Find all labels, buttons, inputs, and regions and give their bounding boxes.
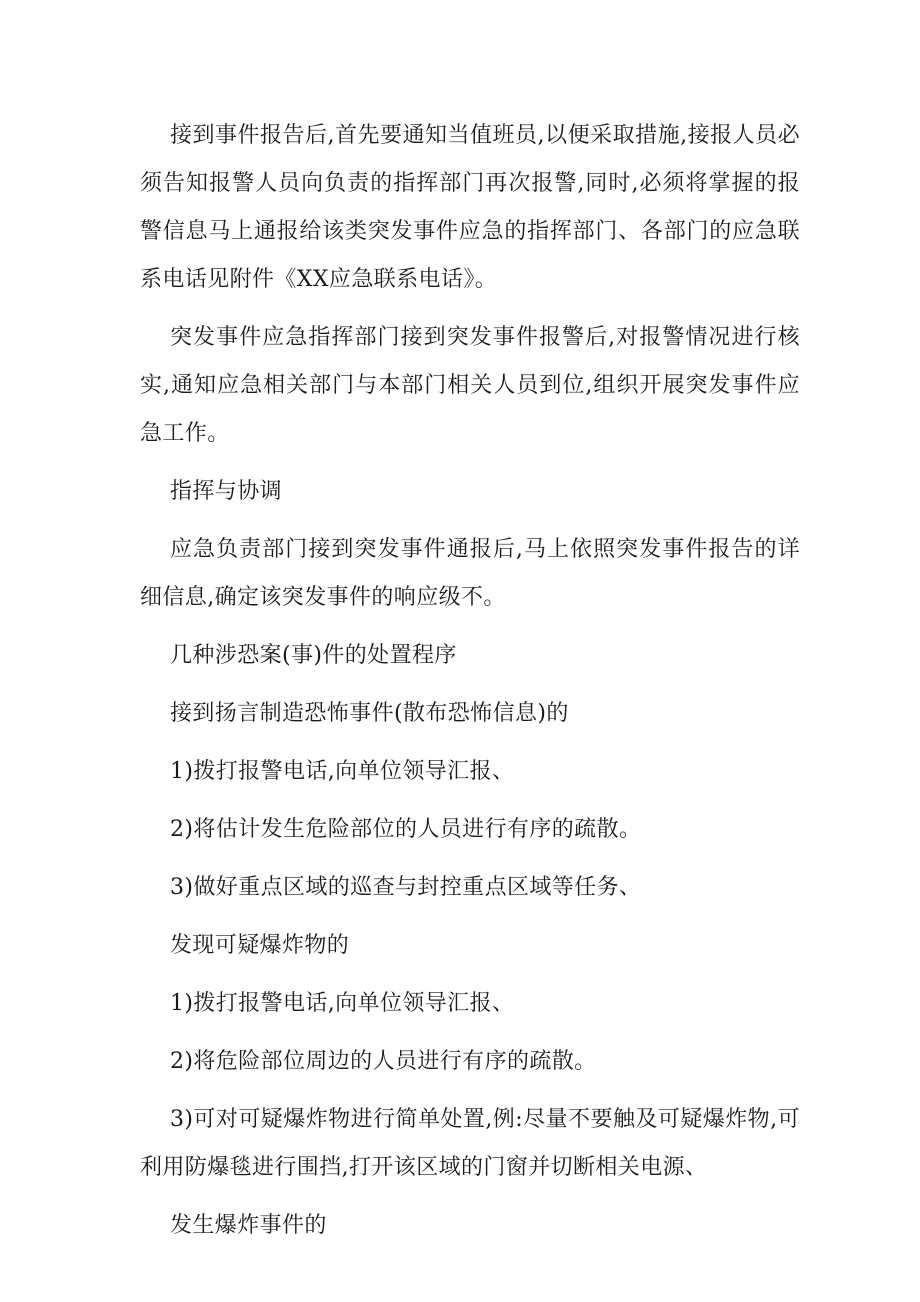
list-item-explosive-3: 3)可对可疑爆炸物进行简单处置,例:尽量不要触及可疑爆炸物,可利用防爆毯进行围挡,打开该区域的门窗并切断相关电源、 bbox=[140, 1107, 800, 1180]
paragraph-response-level: 应急负责部门接到突发事件通报后,马上依照突发事件报告的详细信息,确定该突发事件的响应级不。 bbox=[140, 537, 800, 610]
list-item-threat-3: 3)做好重点区域的巡查与封控重点区域等任务、 bbox=[170, 875, 642, 900]
document-body bbox=[140, 112, 800, 1250]
paragraph-emergency-command: 突发事件应急指挥部门接到突发事件报警后,对报警情况进行核实,通知应急相关部门与本部门相关人员到位,组织开展突发事件应急工作。 bbox=[140, 325, 800, 446]
heading-suspicious-explosive: 发现可疑爆炸物的 bbox=[170, 933, 350, 958]
list-item-threat-1: 1)拨打报警电话,向单位领导汇报、 bbox=[170, 759, 515, 784]
heading-command-coordination: 指挥与协调 bbox=[170, 479, 283, 504]
heading-terror-procedures: 几种涉恐案(事)件的处置程序 bbox=[170, 643, 457, 668]
paragraph-report-handling: 接到事件报告后,首先要通知当值班员,以便采取措施,接报人员必须告知报警人员向负责的指挥部门再次报警,同时,必须将掌握的报警信息马上通报给该类突发事件应急的指挥部门、各部门的应急联系电话见附件《XX应急联系电话》。 bbox=[140, 123, 800, 292]
list-item-explosive-2: 2)将危险部位周边的人员进行有序的疏散。 bbox=[170, 1049, 597, 1074]
list-item-explosive-1: 1)拨打报警电话,向单位领导汇报、 bbox=[170, 991, 515, 1016]
list-item-threat-2: 2)将估计发生危险部位的人员进行有序的疏散。 bbox=[170, 817, 642, 842]
heading-explosion-occurred: 发生爆炸事件的 bbox=[170, 1213, 327, 1238]
heading-threat-received: 接到扬言制造恐怖事件(散布恐怖信息)的 bbox=[170, 701, 569, 726]
